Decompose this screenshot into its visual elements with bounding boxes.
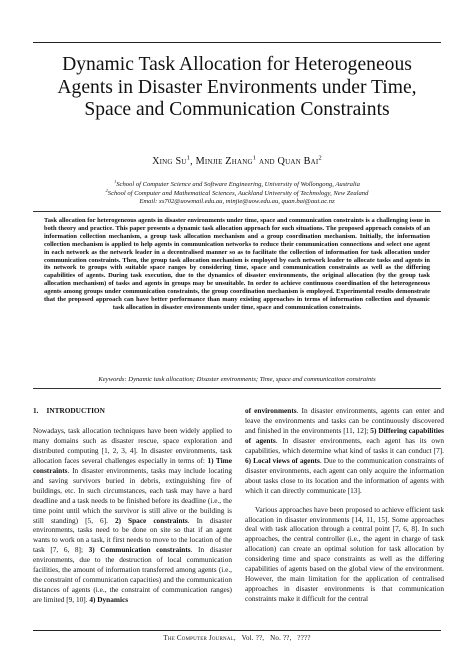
journal-year: ????	[297, 634, 311, 642]
second-paragraph: Various approaches have been proposed to achieve efficient task allocation in disaster environments [14, 11, 15]. Some approaches deal with task allocation through a central point [7, 6, 8]. In such approaches, the central controller (i.e., the agent in charge of task allocation) can create an optimal solution for task allocation by considering time and space constraints as well as the differing capabilities of agents based on the global view of the environment. However, the main limitation for the application of centralised approaches in disaster environments is that communication constraints make it difficult for the central	[245, 504, 444, 604]
top-rule	[33, 42, 441, 43]
author-name: Minjie Zhang	[195, 156, 253, 167]
emphasis-text: 2) Space constraints	[114, 515, 188, 525]
paragraph-gap	[245, 496, 444, 505]
author-name: Quan Bai	[277, 156, 319, 167]
body-text: . In disaster environments, each agent has its own capabilities, which determine what kind of tasks it can conduct [7].	[245, 435, 444, 455]
author-emails: Email: xs702@uowmail.edu.au, minjie@uow.edu.au, quan.bai@aut.ac.nz	[139, 198, 335, 206]
footer-rule	[33, 630, 441, 631]
emphasis-text: 5) Differing capabilities of agents	[245, 425, 444, 445]
affiliation-text: School of Computer Science and Software Engineering, University of Wollongong, Australia	[116, 181, 360, 188]
affiliation-marker: 1	[252, 154, 257, 162]
left-column	[33, 406, 232, 605]
keywords-rule	[33, 388, 441, 389]
emphasis-text: 3) Communication constraints	[88, 545, 191, 555]
paper-title: Dynamic Task Allocation for Heterogeneous Agents in Disaster Environments under Time, Space and Communication Constraints	[57, 54, 417, 120]
journal-name: The Computer Journal,	[163, 634, 236, 642]
section-number: 1.	[33, 406, 39, 415]
affiliation-2	[40, 187, 434, 199]
author-conjunction: and	[259, 156, 275, 167]
affiliation-marker: 2	[105, 187, 108, 193]
emphasis-text: of environments	[245, 406, 297, 415]
page-footer	[33, 634, 441, 642]
section-title: INTRODUCTION	[46, 406, 105, 415]
body-text: . In disaster environments, due to the destruction of local communication facilities, the amount of information transferred among agents (i.e., the constraint of communication capacities) and the communication distances of agents (i.e., the constraint of communication ranges) are limited [9, 10].	[33, 545, 232, 605]
journal-number: No. ??,	[270, 634, 292, 642]
body-text: Nowadays, task allocation techniques have been widely applied to many domains such as disaster rescue, space exploration and distributed computing [1, 2, 3, 4]. In disaster environments, task allocation faces several challenges especially in terms of:	[33, 425, 232, 465]
author-line: Xing Su$^1$, Minjie Zhang$^1$ and Quan Bai$^2$	[152, 154, 322, 167]
keywords: Keywords: Dynamic task allocation; Disaster environments; Time, space and communication constraints	[98, 376, 376, 383]
section-heading	[33, 406, 232, 416]
journal-volume: Vol. ??,	[241, 634, 265, 642]
body-text: . In disaster environments, tasks may include locating and saving survivors buried in debris, extinguishing fire of buildings, etc. In such circumstances, each task may have a hard deadline and a task needs to be finished before its deadline (i.e., the time point until which the survivor is still alive or the building is still standing) [5, 6].	[33, 465, 232, 525]
affiliation-marker: 1	[186, 154, 191, 162]
author-name: Xing Su	[152, 156, 187, 167]
emphasis-text: 6) Local views of agents	[245, 455, 320, 465]
body-text: . In disaster environments, agents can enter and leave the environments and tasks can be continuously discovered and finished in the environments [11, 12];	[245, 406, 444, 435]
body-text: . Due to the communication constraints of disaster environments, each agent can only acquire the information about tasks close to its location and the information of agents with which it can directly communicate [13].	[245, 455, 444, 495]
affiliation-text: School of Computer and Mathematical Sciences, Auckland University of Technology, New Zealand	[107, 189, 369, 197]
abstract-top-rule	[33, 211, 441, 212]
emphasis-text: 1) Time constraints	[33, 455, 232, 475]
affiliation-marker: 2	[318, 154, 322, 162]
body-text: . In disaster environments, tasks need to be done on site so that if an agent wants to work on a task, it first needs to move to the location of the task [7, 6, 8];	[33, 515, 232, 555]
affiliation-marker: 1	[114, 178, 117, 184]
intro-paragraph	[33, 426, 232, 605]
abstract: Task allocation for heterogeneous agents in disaster environments under time, space and communication constraints is a challenging issue in both theory and practice. This paper presents a dynamic task allocation approach for such situations. The proposed approach consists of an information collection mechanism, a group task allocation mechanism and a group coordination mechanism. Initially, the information collection mechanism is applied to help agents in communication networks to reduce their communication connections and select one agent in each network as the network leader in a decentralised manner so as to facilitate the collection of information for task allocation under communication constraints. Then, the group task allocation mechanism is employed by each network leader to allocate tasks and agents in its network to groups with suitable space ranges by considering time, space and communication constraints as well as the differing capabilities of agents. During task execution, due to the dynamics of disaster environments, the original allocation (by the group task allocation mechanism) of tasks and agents in groups may be unsuitable. In order to achieve continuous coordination of the heterogeneous agents among groups under communication constraints, the group coordination mechanism is employed. Experimental results demonstrate that the proposed approach can have better performance than many existing approaches in terms of information collection and dynamic task allocation in disaster environments under time, space and communication constraints.	[44, 217, 430, 311]
right-column	[245, 406, 444, 604]
intro-paragraph-continued	[245, 406, 444, 496]
affiliations	[40, 178, 434, 207]
emphasis-text: 4) Dynamics	[89, 595, 129, 605]
